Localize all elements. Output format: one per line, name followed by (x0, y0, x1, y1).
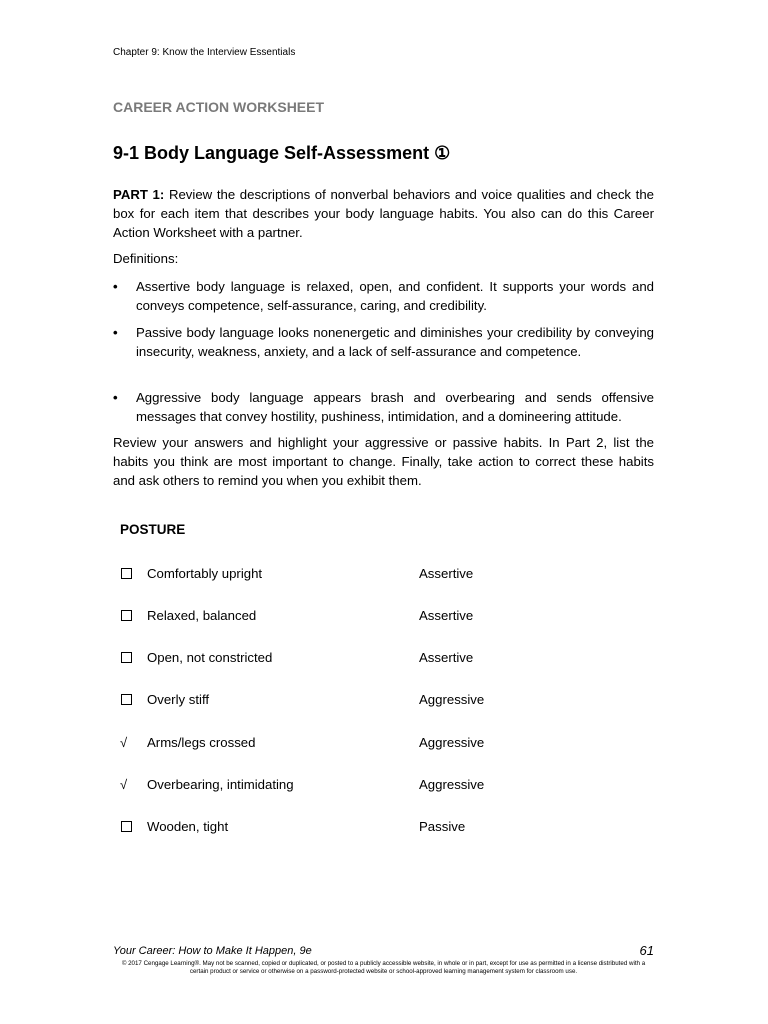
checklist-row (120, 650, 660, 670)
review-paragraph: Review your answers and highlight your aggressive or passive habits. In Part 2, list the habits you think are most important to change. Finally, take action to correct these habits and ask others to remind you when you exhibit them. (113, 435, 654, 488)
definition-assertive (113, 277, 654, 315)
checkbox-square (121, 652, 132, 663)
checklist-item-label: Open, not constricted (147, 650, 273, 665)
checklist-item-label: Relaxed, balanced (147, 608, 257, 623)
checkbox-square (121, 694, 132, 705)
bullet-icon: • (113, 325, 118, 340)
checklist-item-label: Comfortably upright (147, 566, 263, 581)
checkbox-square (121, 568, 132, 579)
definition-aggressive (113, 388, 654, 426)
section-title-posture: POSTURE (120, 522, 186, 537)
checklist-item-category: Aggressive (419, 735, 485, 750)
intro-paragraph (113, 185, 654, 242)
definition-text: Assertive body language is relaxed, open, and confident. It supports your words and conveys competence, self-assurance, caring, and credibility. (136, 279, 654, 313)
chapter-header: Chapter 9: Know the Interview Essentials (113, 47, 296, 58)
copyright-notice: © 2017 Cengage Learning®. May not be scanned, copied or duplicated, or posted to a publicly accessible website, in whole or in part, except for use as permitted in a license distributed with a certain product or service or otherwise on a password-protected website or school-approved learning management system for classroom use. (121, 960, 646, 975)
checklist-row (120, 819, 660, 839)
checklist-item-category: Assertive (419, 566, 474, 581)
page-number: 61 (639, 943, 654, 958)
checklist-item-category: Assertive (419, 608, 474, 623)
bullet-icon: • (113, 279, 118, 294)
worksheet-label: CAREER ACTION WORKSHEET (113, 99, 325, 115)
checklist-item-category: Assertive (419, 650, 474, 665)
check-glyph: √ (120, 777, 128, 792)
definition-passive (113, 323, 654, 361)
check-glyph: √ (120, 735, 128, 750)
bullet-icon: • (113, 390, 118, 405)
checkbox-square (121, 821, 132, 832)
checklist-item-category: Aggressive (419, 692, 485, 707)
intro-part-label: PART 1: (113, 187, 165, 202)
checklist-item-label: Wooden, tight (147, 819, 229, 834)
definitions-label: Definitions: (113, 251, 179, 266)
checklist-row (120, 608, 660, 628)
definition-text: Passive body language looks nonenergetic and diminishes your credibility by conveying insecurity, weakness, anxiety, and a lack of self-assurance and competence. (136, 325, 654, 359)
checkbox-square (121, 610, 132, 621)
checklist-row (120, 777, 660, 797)
checklist-item-label: Overly stiff (147, 692, 210, 707)
footer-book-title: Your Career: How to Make It Happen, 9e (113, 945, 312, 957)
checklist-item-label: Arms/legs crossed (147, 735, 256, 750)
checklist-item-label: Overbearing, intimidating (147, 777, 294, 792)
checklist-item-category: Passive (419, 819, 466, 834)
checklist-item-category: Aggressive (419, 777, 485, 792)
checklist-row (120, 735, 660, 755)
page-title: 9-1 Body Language Self-Assessment ① (113, 143, 451, 163)
definition-text: Aggressive body language appears brash and overbearing and sends offensive messages that convey hostility, pushiness, intimidation, and a domineering attitude. (136, 390, 654, 424)
checklist-row (120, 566, 660, 586)
checklist-row (120, 692, 660, 712)
intro-text: Review the descriptions of nonverbal behaviors and voice qualities and check the box for each item that describes your body language habits. You also can do this Career Action Worksheet with a partner. (113, 187, 655, 240)
